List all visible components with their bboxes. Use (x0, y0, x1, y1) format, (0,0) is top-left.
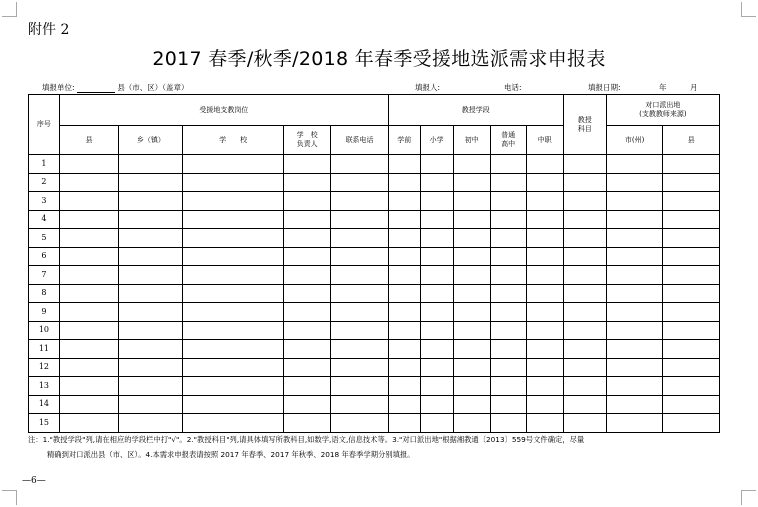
table-cell[interactable] (420, 192, 453, 211)
row-number: 14 (29, 395, 60, 414)
table-cell[interactable] (453, 321, 490, 340)
table-cell[interactable] (563, 358, 606, 377)
table-cell[interactable] (526, 284, 563, 303)
table-cell[interactable] (331, 247, 389, 266)
header-preschool: 学前 (388, 126, 420, 155)
table-cell[interactable] (420, 284, 453, 303)
table-cell[interactable] (420, 395, 453, 414)
table-cell[interactable] (563, 247, 606, 266)
table-cell[interactable] (331, 210, 389, 229)
crop-mark-bottom-left (2, 490, 17, 505)
table-cell[interactable] (283, 358, 330, 377)
table-cell[interactable] (183, 155, 284, 174)
table-cell[interactable] (526, 303, 563, 322)
table-cell[interactable] (331, 340, 389, 359)
table-cell[interactable] (59, 247, 119, 266)
table-cell[interactable] (606, 210, 663, 229)
notes-line-1: 注：1."教授学段"列,请在相应的学段栏中打"√"。2."教授科目"列,请具体填写所教科目,如数学,语文,信息技术等。3."对口派出地"根据湘教通〔2013〕559号文件确定，尽量 (28, 435, 585, 444)
table-cell[interactable] (388, 284, 420, 303)
table-cell[interactable] (283, 395, 330, 414)
table-cell[interactable] (388, 377, 420, 396)
table-cell[interactable] (526, 377, 563, 396)
crop-mark-top-left (2, 2, 17, 17)
table-cell[interactable] (453, 173, 490, 192)
table-cell[interactable] (283, 266, 330, 285)
table-cell[interactable] (490, 210, 526, 229)
table-cell[interactable] (526, 173, 563, 192)
table-cell[interactable] (490, 266, 526, 285)
table-cell[interactable] (388, 247, 420, 266)
row-number: 1 (29, 155, 60, 174)
row-number: 4 (29, 210, 60, 229)
table-cell[interactable] (59, 414, 119, 433)
year-label: 年 (659, 83, 667, 92)
table-cell[interactable] (420, 303, 453, 322)
row-number: 9 (29, 303, 60, 322)
table-cell[interactable] (331, 377, 389, 396)
table-cell[interactable] (453, 266, 490, 285)
filler-label: 填报人: (415, 83, 441, 92)
table-cell[interactable] (490, 229, 526, 248)
table-cell[interactable] (388, 210, 420, 229)
table-cell[interactable] (283, 192, 330, 211)
table-cell[interactable] (526, 210, 563, 229)
table-cell[interactable] (119, 192, 183, 211)
table-cell[interactable] (490, 284, 526, 303)
row-number: 7 (29, 266, 60, 285)
header-row-1 (29, 95, 720, 126)
table-cell[interactable] (183, 210, 284, 229)
table-cell[interactable] (420, 210, 453, 229)
table-cell[interactable] (606, 414, 663, 433)
table-cell[interactable] (490, 395, 526, 414)
table-cell[interactable] (388, 414, 420, 433)
table-cell[interactable] (490, 155, 526, 174)
table-cell[interactable] (526, 321, 563, 340)
table-cell[interactable] (453, 414, 490, 433)
table-cell[interactable] (59, 358, 119, 377)
table-row (29, 340, 720, 359)
table-row (29, 173, 720, 192)
table-cell[interactable] (388, 358, 420, 377)
table-cell[interactable] (563, 340, 606, 359)
table-cell[interactable] (420, 229, 453, 248)
date-label: 填报日期: (588, 83, 621, 92)
table-cell[interactable] (606, 321, 663, 340)
table-cell[interactable] (526, 266, 563, 285)
month-label: 月 (690, 83, 698, 92)
table-cell[interactable] (420, 247, 453, 266)
table-cell[interactable] (663, 303, 720, 322)
table-cell[interactable] (119, 284, 183, 303)
attachment-label: 附件 2 (28, 22, 70, 38)
table-row (29, 155, 720, 174)
notes-line-2: 精确到对口派出县（市、区）。4.本需求申报表请按照 2017 年春季、2017 年秋季、2018 年春季学期分别填报。 (47, 450, 415, 459)
row-number: 10 (29, 321, 60, 340)
table-cell[interactable] (59, 377, 119, 396)
table-cell[interactable] (606, 303, 663, 322)
table-cell[interactable] (283, 414, 330, 433)
table-cell[interactable] (183, 395, 284, 414)
table-cell[interactable] (388, 321, 420, 340)
table-cell[interactable] (563, 210, 606, 229)
table-cell[interactable] (119, 358, 183, 377)
table-cell[interactable] (331, 321, 389, 340)
table-cell[interactable] (663, 173, 720, 192)
table-cell[interactable] (606, 358, 663, 377)
header-subject (563, 95, 606, 155)
table-cell[interactable] (490, 303, 526, 322)
table-row (29, 377, 720, 396)
notes (28, 432, 728, 462)
table-cell[interactable] (331, 303, 389, 322)
table-cell[interactable] (490, 321, 526, 340)
table-cell[interactable] (563, 377, 606, 396)
table-cell[interactable] (663, 321, 720, 340)
table-cell[interactable] (388, 395, 420, 414)
table-cell[interactable] (331, 414, 389, 433)
table-cell[interactable] (388, 229, 420, 248)
table-cell[interactable] (283, 155, 330, 174)
table-cell[interactable] (526, 340, 563, 359)
table-cell[interactable] (183, 229, 284, 248)
table-cell[interactable] (119, 395, 183, 414)
table-cell[interactable] (331, 229, 389, 248)
table-cell[interactable] (563, 192, 606, 211)
table-cell[interactable] (526, 229, 563, 248)
table-cell[interactable] (59, 395, 119, 414)
table-cell[interactable] (283, 303, 330, 322)
table-cell[interactable] (59, 229, 119, 248)
table-cell[interactable] (183, 303, 284, 322)
table-cell[interactable] (331, 358, 389, 377)
unit-label: 填报单位: (42, 83, 75, 92)
table-cell[interactable] (183, 173, 284, 192)
table-cell[interactable] (119, 414, 183, 433)
table-cell[interactable] (59, 303, 119, 322)
row-number: 11 (29, 340, 60, 359)
table-cell[interactable] (663, 155, 720, 174)
row-number: 13 (29, 377, 60, 396)
table-cell[interactable] (119, 173, 183, 192)
table-cell[interactable] (183, 321, 284, 340)
table-cell[interactable] (563, 303, 606, 322)
table-cell[interactable] (663, 266, 720, 285)
table-cell[interactable] (331, 173, 389, 192)
table-cell[interactable] (388, 173, 420, 192)
header-principal: 学 校 负责人 (283, 126, 330, 155)
table-cell[interactable] (490, 377, 526, 396)
table-cell[interactable] (606, 340, 663, 359)
table-cell[interactable] (420, 377, 453, 396)
table-cell[interactable] (663, 192, 720, 211)
table-cell[interactable] (183, 247, 284, 266)
application-table (28, 94, 720, 433)
table-cell[interactable] (59, 173, 119, 192)
table-cell[interactable] (420, 340, 453, 359)
table-row (29, 284, 720, 303)
table-cell[interactable] (606, 395, 663, 414)
table-cell[interactable] (388, 340, 420, 359)
table-cell[interactable] (490, 340, 526, 359)
table-cell[interactable] (420, 321, 453, 340)
page-title: 2017 春季/秋季/2018 年春季受援地选派需求申报表 (152, 48, 606, 70)
table-row (29, 395, 720, 414)
table-cell[interactable] (119, 247, 183, 266)
header-source-county: 县 (663, 126, 720, 155)
table-cell[interactable] (606, 173, 663, 192)
table-cell[interactable] (563, 284, 606, 303)
table-cell[interactable] (331, 266, 389, 285)
header-vocational: 中职 (526, 126, 563, 155)
table-cell[interactable] (526, 414, 563, 433)
table-cell[interactable] (663, 229, 720, 248)
table-cell[interactable] (388, 303, 420, 322)
table-cell[interactable] (59, 340, 119, 359)
table-cell[interactable] (490, 192, 526, 211)
table-cell[interactable] (606, 284, 663, 303)
table-cell[interactable] (283, 229, 330, 248)
row-number: 2 (29, 173, 60, 192)
table-cell[interactable] (183, 358, 284, 377)
table-cell[interactable] (183, 192, 284, 211)
table-cell[interactable] (453, 192, 490, 211)
table-cell[interactable] (606, 247, 663, 266)
header-recipient-group: 受援地支教岗位 (59, 95, 388, 126)
table-cell[interactable] (563, 395, 606, 414)
table-cell[interactable] (119, 321, 183, 340)
table-cell[interactable] (490, 414, 526, 433)
unit-suffix: 县（市、区）（盖章） (117, 83, 189, 92)
table-cell[interactable] (388, 192, 420, 211)
table-cell[interactable] (606, 192, 663, 211)
table-cell[interactable] (331, 192, 389, 211)
header-school: 学 校 (183, 126, 284, 155)
table-cell[interactable] (663, 395, 720, 414)
phone-label: 电话: (504, 83, 522, 92)
table-cell[interactable] (526, 395, 563, 414)
table-cell[interactable] (283, 173, 330, 192)
table-cell[interactable] (453, 229, 490, 248)
table-cell[interactable] (663, 414, 720, 433)
table-row (29, 303, 720, 322)
table-cell[interactable] (563, 321, 606, 340)
header-teaching-stage-group: 教授学段 (388, 95, 563, 126)
header-township: 乡（镇） (119, 126, 183, 155)
row-number: 15 (29, 414, 60, 433)
table-row (29, 414, 720, 433)
table-cell[interactable] (183, 284, 284, 303)
table-cell[interactable] (183, 377, 284, 396)
table-cell[interactable] (59, 284, 119, 303)
table-cell[interactable] (563, 229, 606, 248)
table-row (29, 358, 720, 377)
table-cell[interactable] (606, 377, 663, 396)
table-cell[interactable] (453, 155, 490, 174)
table-cell[interactable] (59, 192, 119, 211)
table-cell[interactable] (420, 155, 453, 174)
table-body (29, 155, 720, 433)
table-cell[interactable] (283, 340, 330, 359)
table-cell[interactable] (420, 358, 453, 377)
table-cell[interactable] (119, 303, 183, 322)
table-cell[interactable] (420, 414, 453, 433)
table-cell[interactable] (563, 266, 606, 285)
header-county: 县 (59, 126, 119, 155)
row-number: 6 (29, 247, 60, 266)
table-cell[interactable] (420, 266, 453, 285)
table-cell[interactable] (606, 229, 663, 248)
row-number: 8 (29, 284, 60, 303)
unit-blank[interactable] (77, 84, 115, 93)
table-cell[interactable] (663, 247, 720, 266)
table-cell[interactable] (119, 377, 183, 396)
table-cell[interactable] (663, 340, 720, 359)
table-cell[interactable] (59, 321, 119, 340)
header-seq: 序号 (29, 95, 60, 155)
table-row (29, 210, 720, 229)
crop-mark-bottom-right (741, 490, 756, 505)
table-cell[interactable] (490, 173, 526, 192)
table-cell[interactable] (119, 155, 183, 174)
table-cell[interactable] (283, 247, 330, 266)
table-cell[interactable] (453, 247, 490, 266)
table-cell[interactable] (563, 414, 606, 433)
table-row (29, 266, 720, 285)
table-cell[interactable] (453, 395, 490, 414)
table-row (29, 229, 720, 248)
table-cell[interactable] (453, 210, 490, 229)
table-cell[interactable] (526, 155, 563, 174)
header-city: 市(州) (606, 126, 663, 155)
table-cell[interactable] (183, 414, 284, 433)
header-row-2 (29, 126, 720, 155)
table-cell[interactable] (563, 173, 606, 192)
header-contact-phone: 联系电话 (331, 126, 389, 155)
meta-unit (42, 82, 189, 93)
table-cell[interactable] (526, 358, 563, 377)
table-cell[interactable] (453, 284, 490, 303)
table-cell[interactable] (59, 155, 119, 174)
table-cell[interactable] (119, 266, 183, 285)
table-cell[interactable] (490, 247, 526, 266)
table-cell[interactable] (563, 155, 606, 174)
header-senior-high: 普通 高中 (490, 126, 526, 155)
table-cell[interactable] (526, 192, 563, 211)
row-number: 3 (29, 192, 60, 211)
header-primary: 小学 (420, 126, 453, 155)
table-row (29, 192, 720, 211)
table-cell[interactable] (331, 155, 389, 174)
table-cell[interactable] (663, 377, 720, 396)
row-number: 12 (29, 358, 60, 377)
table-cell[interactable] (388, 155, 420, 174)
table-cell[interactable] (183, 266, 284, 285)
table-cell[interactable] (388, 266, 420, 285)
table-cell[interactable] (606, 155, 663, 174)
table-cell[interactable] (183, 340, 284, 359)
header-subject-text: 教授科目 (577, 115, 592, 133)
row-number: 5 (29, 229, 60, 248)
table-cell[interactable] (283, 321, 330, 340)
table-cell[interactable] (59, 210, 119, 229)
table-cell[interactable] (59, 266, 119, 285)
table-cell[interactable] (119, 340, 183, 359)
table-cell[interactable] (453, 377, 490, 396)
table-cell[interactable] (453, 340, 490, 359)
table-cell[interactable] (119, 210, 183, 229)
page-number: —6— (22, 476, 46, 486)
table-cell[interactable] (119, 229, 183, 248)
header-junior-high: 初中 (453, 126, 490, 155)
table-cell[interactable] (283, 284, 330, 303)
table-cell[interactable] (331, 284, 389, 303)
table-cell[interactable] (663, 210, 720, 229)
table-cell[interactable] (420, 173, 453, 192)
table-cell[interactable] (283, 210, 330, 229)
crop-mark-top-right (741, 2, 756, 17)
table-row (29, 247, 720, 266)
table-cell[interactable] (490, 358, 526, 377)
header-pairing-group: 对口派出地 (支教教师来源) (606, 95, 719, 126)
table-cell[interactable] (453, 358, 490, 377)
table-row (29, 321, 720, 340)
table-cell[interactable] (663, 358, 720, 377)
table-cell[interactable] (606, 266, 663, 285)
table-cell[interactable] (453, 303, 490, 322)
table-cell[interactable] (663, 284, 720, 303)
table-cell[interactable] (331, 395, 389, 414)
table-cell[interactable] (283, 377, 330, 396)
table-cell[interactable] (526, 247, 563, 266)
